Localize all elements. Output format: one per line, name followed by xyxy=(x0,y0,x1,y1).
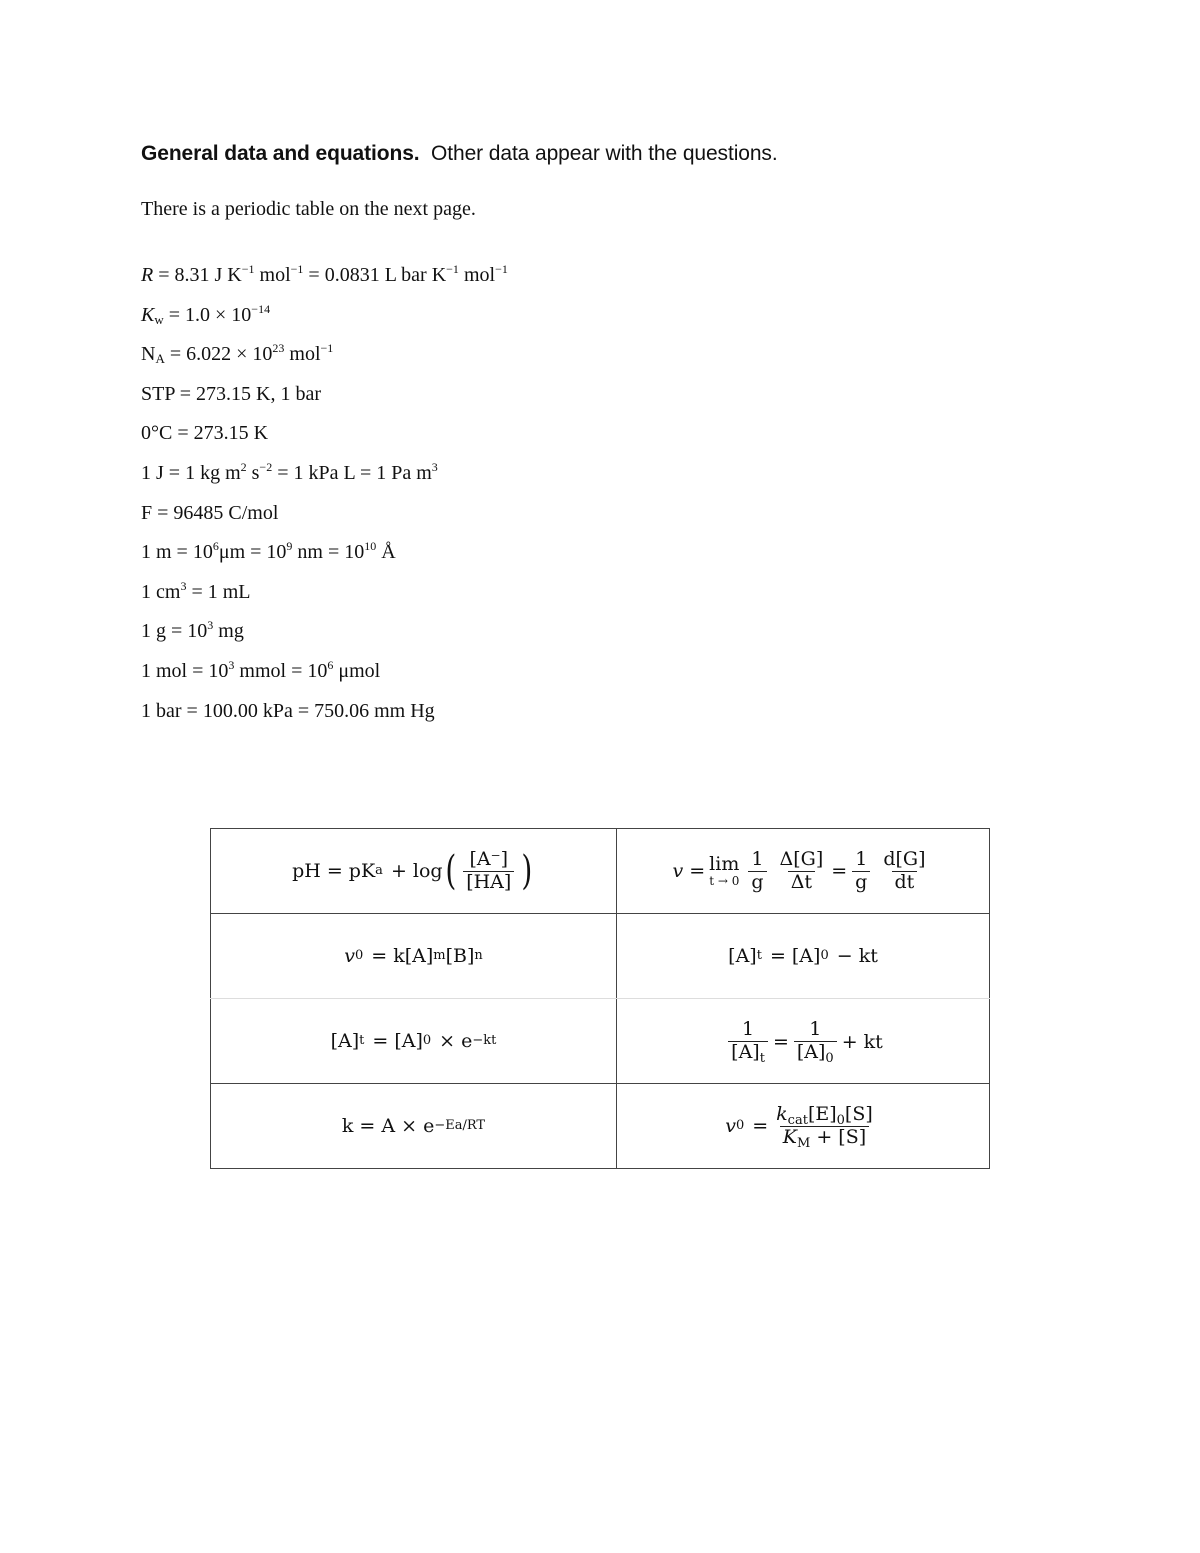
mol-part-2: mmol = 10 xyxy=(239,659,328,682)
kw-value: = 1.0 × 10 xyxy=(168,303,252,326)
second-fraction-1 xyxy=(728,1019,768,1064)
henderson-hasselbalch-eq: pH = pK a + log ( $\frac{[A^-]}{[HA]}$ ) xyxy=(211,829,617,914)
j-exp-3: 3 xyxy=(431,459,438,474)
r-value-2: = 0.0831 L bar K xyxy=(308,264,447,286)
second-den-2: [A] xyxy=(796,1041,826,1063)
na-symbol: N xyxy=(141,343,156,366)
r-exp-1: −1 xyxy=(241,262,255,276)
na-unit-exp: −1 xyxy=(320,341,334,356)
m-part-1: 1 m = 10 xyxy=(141,541,213,564)
first-rhs: × e xyxy=(439,1030,473,1052)
second-rhs: + kt xyxy=(841,1030,883,1053)
kw-symbol: K xyxy=(141,303,155,326)
arrhenius-eq: k = A × e −Ea/RT xyxy=(211,1084,617,1169)
first-lhs: [A] xyxy=(330,1030,360,1052)
r-symbol: R xyxy=(141,264,154,286)
constant-gas xyxy=(141,260,508,300)
j-part-2: s xyxy=(251,461,260,484)
rate-f4-num: d[G] xyxy=(883,847,926,870)
r-exp-3: −1 xyxy=(446,262,459,276)
second-num-2: 1 xyxy=(809,1018,822,1041)
na-value: = 6.022 × 10 xyxy=(169,343,273,366)
cm-part-1: 1 cm xyxy=(141,580,181,603)
zero-lhs: [A] xyxy=(728,945,757,967)
j-part-3: = 1 kPa L = 1 Pa m xyxy=(277,461,432,484)
first-order-eq: [A] t = [A] 0 × e −kt xyxy=(211,999,617,1084)
mm-equals: = xyxy=(752,1115,769,1137)
mm-den-k: K xyxy=(782,1125,797,1148)
second-den-1-sub: t xyxy=(759,1051,765,1066)
mol-exp-1: 3 xyxy=(228,657,235,672)
mm-num-sub: cat xyxy=(787,1112,808,1128)
j-exp-1: 2 xyxy=(240,459,247,474)
rate-limit xyxy=(709,854,739,888)
mm-den-sub: M xyxy=(796,1135,811,1151)
constant-stp: STP = 273.15 K, 1 bar xyxy=(141,382,321,405)
m-part-3: nm = 10 xyxy=(297,541,365,564)
rate-f1-num: 1 xyxy=(751,847,764,870)
arr-lhs: k = A × e xyxy=(341,1115,435,1137)
rate-definition-eq xyxy=(617,829,990,914)
g-part-1: 1 g = 10 xyxy=(141,620,208,643)
r-mol-1: mol xyxy=(259,264,291,286)
mol-exp-2: 6 xyxy=(327,657,334,672)
second-fraction-2 xyxy=(794,1019,837,1064)
equations-row-2 xyxy=(211,914,990,999)
equations-table xyxy=(210,828,990,1169)
page-heading xyxy=(141,142,778,166)
heading-bold: General data and equations. xyxy=(141,142,420,165)
constant-mol xyxy=(141,656,508,696)
mm-num-s: [S] xyxy=(844,1102,873,1125)
constant-kw xyxy=(141,300,508,340)
mm-lhs: v xyxy=(725,1115,736,1137)
rate-f1-den: g xyxy=(748,871,766,894)
mm-den-rest: + [S] xyxy=(816,1125,867,1148)
constant-gram xyxy=(141,616,508,656)
hh-fraction xyxy=(463,849,514,894)
rate-f2-den: Δt xyxy=(788,871,815,894)
hh-lhs: pH = pK xyxy=(292,860,376,882)
second-equals: = xyxy=(772,1030,789,1053)
v0-rhs: = k[A] xyxy=(371,945,434,967)
first-mid: = [A] xyxy=(372,1030,423,1052)
heading-subtitle: Other data appear with the questions. xyxy=(431,142,778,165)
hh-numerator: [A⁻] xyxy=(469,847,509,870)
constants-list xyxy=(141,260,508,735)
mol-part-1: 1 mol = 10 xyxy=(141,659,229,682)
equations-row-3 xyxy=(211,999,990,1084)
rate-lim: lim xyxy=(709,852,740,875)
mm-num-e-sub: 0 xyxy=(836,1112,845,1128)
rate-lim-sub: t → 0 xyxy=(709,873,740,888)
zero-order-eq: [A] t = [A] 0 − kt xyxy=(617,914,990,999)
g-exp: 3 xyxy=(207,618,214,633)
intro-text: There is a periodic table on the next page. xyxy=(141,198,476,220)
rate-f4-den: dt xyxy=(892,871,918,894)
second-num-1: 1 xyxy=(742,1018,755,1041)
equations-row-1 xyxy=(211,829,990,914)
j-part-1: 1 J = 1 kg m xyxy=(141,461,241,484)
kw-sub: w xyxy=(154,311,164,327)
mol-part-3: μmol xyxy=(338,659,381,682)
na-sub: A xyxy=(155,351,165,367)
constant-joule xyxy=(141,458,508,498)
m-part-2: μm = 10 xyxy=(218,541,287,564)
equations-row-4 xyxy=(211,1084,990,1169)
na-unit: mol xyxy=(289,343,321,366)
m-part-4: Å xyxy=(381,541,396,564)
zero-mid: = [A] xyxy=(769,945,821,967)
cm-part-2: = 1 mL xyxy=(191,580,251,603)
m-exp-1: 6 xyxy=(212,539,219,554)
michaelis-menten-eq: v 0 = $\frac{k_{cat}[E]_0[S]}{K_M + [S]}$ xyxy=(617,1084,990,1169)
rate-f3-num: 1 xyxy=(855,847,868,870)
hh-log: + log xyxy=(390,860,443,882)
j-exp-2: −2 xyxy=(259,459,273,474)
na-exp: 23 xyxy=(272,341,285,356)
r-exp-2: −1 xyxy=(290,262,304,276)
cm-exp: 3 xyxy=(180,578,187,593)
m-exp-2: 9 xyxy=(286,539,293,554)
r-exp-4: −1 xyxy=(495,262,508,276)
g-part-2: mg xyxy=(218,620,244,643)
rate-law-eq: v 0 = k[A] m [B] n xyxy=(211,914,617,999)
kw-exp: −14 xyxy=(251,301,271,316)
rate-v: v = xyxy=(672,860,706,882)
rate-equals: = xyxy=(831,860,848,882)
constant-zero-celsius: 0°C = 273.15 K xyxy=(141,422,269,445)
r-mol-2: mol xyxy=(463,264,496,286)
mm-num-k: k xyxy=(776,1102,788,1125)
constant-avogadro xyxy=(141,339,508,379)
rate-f2-num: Δ[G] xyxy=(779,847,824,870)
constant-faraday: F = 96485 C/mol xyxy=(141,501,279,524)
second-den-2-sub: 0 xyxy=(825,1051,834,1066)
second-den-1: [A] xyxy=(731,1041,760,1063)
hh-denominator: [HA] xyxy=(463,871,514,894)
second-order-eq xyxy=(617,999,990,1084)
v0-lhs: v xyxy=(344,945,355,967)
rate-f3-den: g xyxy=(852,871,870,894)
mm-fraction xyxy=(773,1104,876,1149)
constant-cm3 xyxy=(141,577,508,617)
constant-bar: 1 bar = 100.00 kPa = 750.06 mm Hg xyxy=(141,699,435,722)
zero-rhs: − kt xyxy=(836,945,878,967)
mm-num-e: [E] xyxy=(807,1102,837,1125)
m-exp-3: 10 xyxy=(364,539,377,554)
v0-b: [B] xyxy=(445,945,475,967)
r-value: = 8.31 J K xyxy=(158,264,242,286)
constant-meter xyxy=(141,537,508,577)
